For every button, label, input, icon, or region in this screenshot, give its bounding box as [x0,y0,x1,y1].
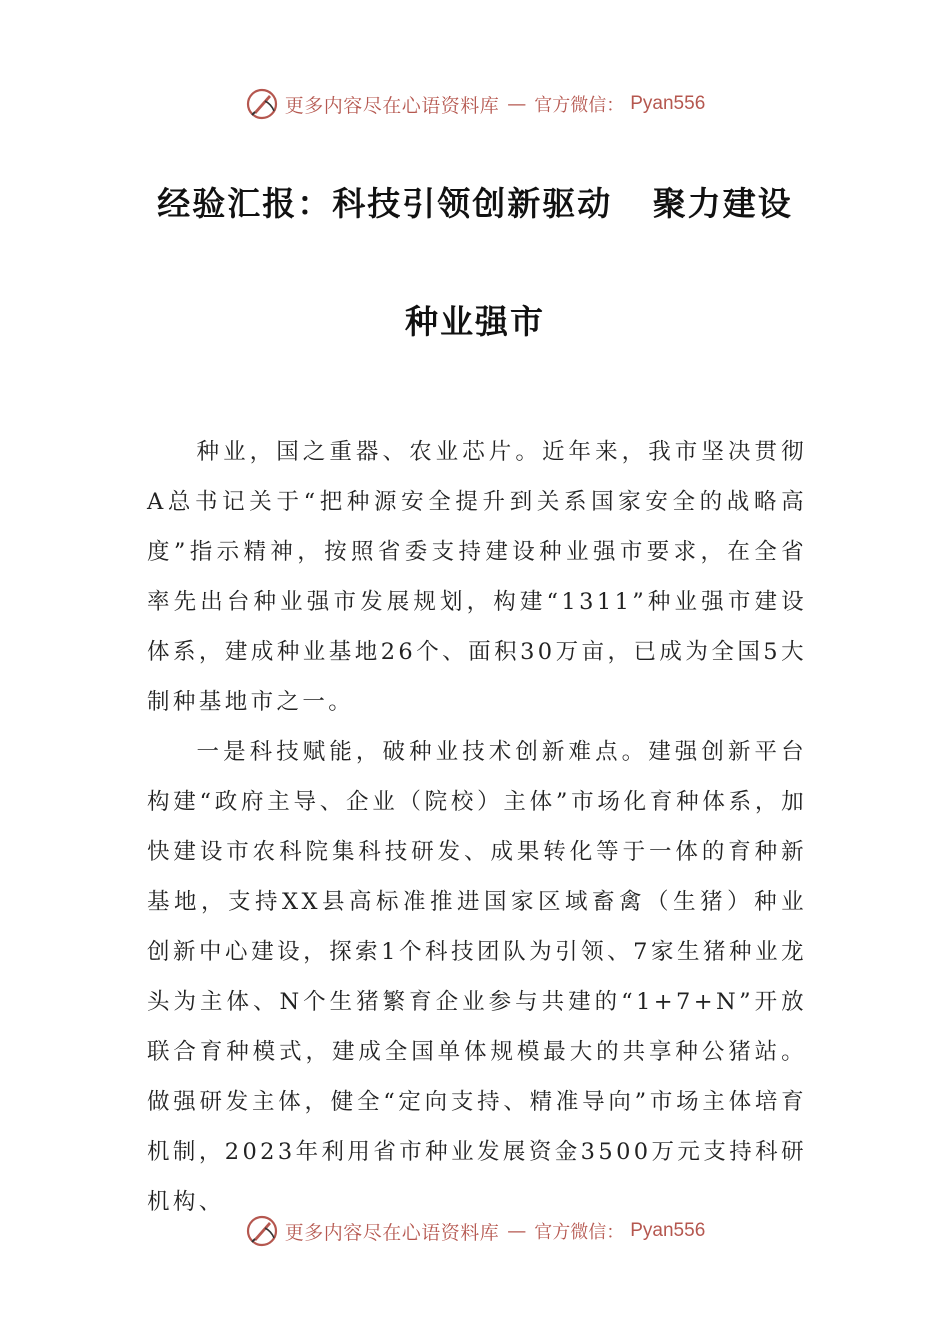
document-title-line2: 种业强市 [405,302,545,341]
watermark-separator: — [507,1220,527,1242]
watermark-sub: 官方微信： [534,1222,625,1243]
watermark-id: Pyan556 [630,1220,706,1241]
watermark-text: 更多内容尽在心语资料库 [284,1221,500,1244]
quill-pen-logo-icon [245,1214,279,1248]
watermark-id: Pyan556 [630,93,706,114]
paragraph-tech: 一是科技赋能，破种业技术创新难点。建强创新平台构建“政府主导、企业（院校）主体”市场化育种体系，加快建设市农科院集科技研发、成果转化等于一体的育种新基地，支持XX县高标准推进国家区域畜禽（生猪）种业创新中心建设，探索1个科技团队为引领、7家生猪种业龙头为主体、N个生猪繁育企业参与共建的“1+7+N”开放联合育种模式，建成全国单体规模最大的共享种公猪站。做强研发主体，健全“定向支持、精准导向”市场主体培育机制，2023年利用省市种业发展资金3500万元支持科研机构、 [147,739,807,1215]
paragraph-intro: 种业，国之重器、农业芯片。近年来，我市坚决贯彻A总书记关于“把种源安全提升到关系国家安全的战略高度”指示精神，按照省委支持建设种业强市要求，在全省率先出台种业强市发展规划，构建“1311”种业强市建设体系，建成种业基地26个、面积30万亩，已成为全国5大制种基地市之一。 [147,439,807,715]
watermark-text: 更多内容尽在心语资料库 [284,94,500,117]
watermark-footer [0,1211,950,1251]
watermark-header [0,84,950,124]
document-title-line1: 经验汇报：科技引领创新驱动 聚力建设 [157,184,793,223]
document-body [147,427,807,1227]
watermark-separator: — [507,93,527,115]
quill-pen-logo-icon [245,87,279,121]
watermark-sub: 官方微信： [534,95,625,116]
